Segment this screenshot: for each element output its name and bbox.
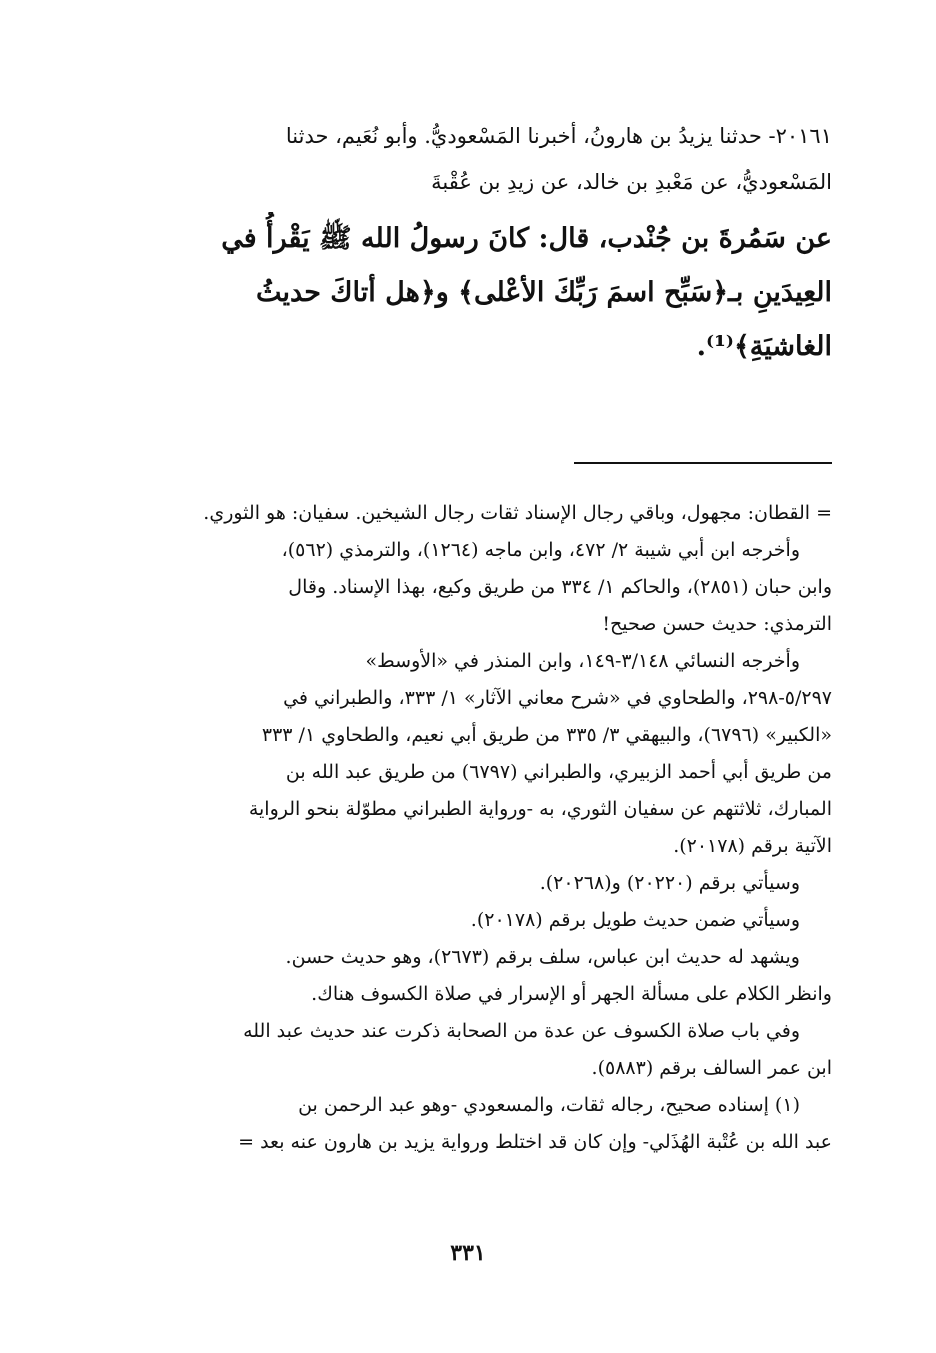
footnote-line: وابن حبان (٢٨٥١)، والحاكم ١/ ٣٣٤ من طريق وكيع، بهذا الإسناد. وقال <box>288 576 832 598</box>
matn-line: عن سَمُرةَ بن جُنْدب، قال: كانَ رسولُ الله ﷺ يَقْرأُ في <box>221 223 832 254</box>
matn-line: العِيدَينِ بـ﴿سَبِّح اسمَ رَبِّكَ الأعْلى﴾ و﴿هل أتاكَ حديثُ <box>256 277 832 308</box>
footnote-line: وسيأتي ضمن حديث طويل برقم (٢٠١٧٨). <box>470 909 800 931</box>
isnad-line: المَسْعوديُّ، عن مَعْبدِ بن خالد، عن زيدِ بن عُقْبةَ <box>431 170 832 194</box>
footnote-separator <box>574 462 832 464</box>
footnote-line: ابن عمر السالف برقم (٥٨٨٣). <box>591 1057 832 1079</box>
footnote-line: المبارك، ثلاثتهم عن سفيان الثوري، به -ورواية الطبراني مطوّلة بنحو الرواية <box>248 798 832 820</box>
footnotes <box>132 495 832 1161</box>
footnote-line: وفي باب صلاة الكسوف عن عدة من الصحابة ذكرت عند حديث عبد الله <box>243 1020 800 1042</box>
hadith-matn <box>132 212 832 374</box>
footnote-line: = القطان: مجهول، وباقي رجال الإسناد ثقات رجال الشيخين. سفيان: هو الثوري. <box>203 502 832 524</box>
footnote-line: وأخرجه النسائي ٣/١٤٨-١٤٩، وابن المنذر في «الأوسط» <box>365 650 800 672</box>
footnote-line: ويشهد له حديث ابن عباس، سلف برقم (٢٦٧٣)، وهو حديث حسن. <box>285 946 800 968</box>
footnote-line: وسيأتي برقم (٢٠٢٢٠) و(٢٠٢٦٨). <box>539 872 800 894</box>
footnote-line: ٥/٢٩٧-٢٩٨، والطحاوي في «شرح معاني الآثار» ١/ ٣٣٣، والطبراني في <box>283 687 832 709</box>
footnote-line: (١) إسناده صحيح، رجاله ثقات، والمسعودي -وهو عبد الرحمن بن <box>298 1094 800 1116</box>
footnote-line: وأخرجه ابن أبي شيبة ٢/ ٤٧٢، وابن ماجه (١٢٦٤)، والترمذي (٥٦٢)، <box>281 539 800 561</box>
isnad-line: ٢٠١٦١- حدثنا يزيدُ بن هارونُ، أخبرنا المَسْعوديُّ. وأبو نُعَيم، حدثنا <box>285 124 832 148</box>
footnote-line: من طريق أبي أحمد الزبيري، والطبراني (٦٧٩٧) من طريق عبد الله بن <box>285 761 832 783</box>
footnote-line: الترمذي: حديث حسن صحيح! <box>602 613 832 635</box>
footnote-line: «الكبير» (٦٧٩٦)، والبيهقي ٣/ ٣٣٥ من طريق أبي نعيم، والطحاوي ١/ ٣٣٣ <box>261 724 832 746</box>
footnote-line: عبد الله بن عُتْبة الهُذَلي- وإن كان قد اختلط ورواية يزيد بن هارون عنه بعد = <box>238 1131 832 1153</box>
footnote-line: الآتية برقم (٢٠١٧٨). <box>673 835 832 857</box>
page-number: ٣٣١ <box>450 1240 486 1266</box>
footnote-line: وانظر الكلام على مسألة الجهر أو الإسرار في صلاة الكسوف هناك. <box>311 983 832 1005</box>
hadith-isnad <box>132 113 832 205</box>
matn-line: الغاشيَةِ﴾⁽¹⁾. <box>696 331 832 362</box>
